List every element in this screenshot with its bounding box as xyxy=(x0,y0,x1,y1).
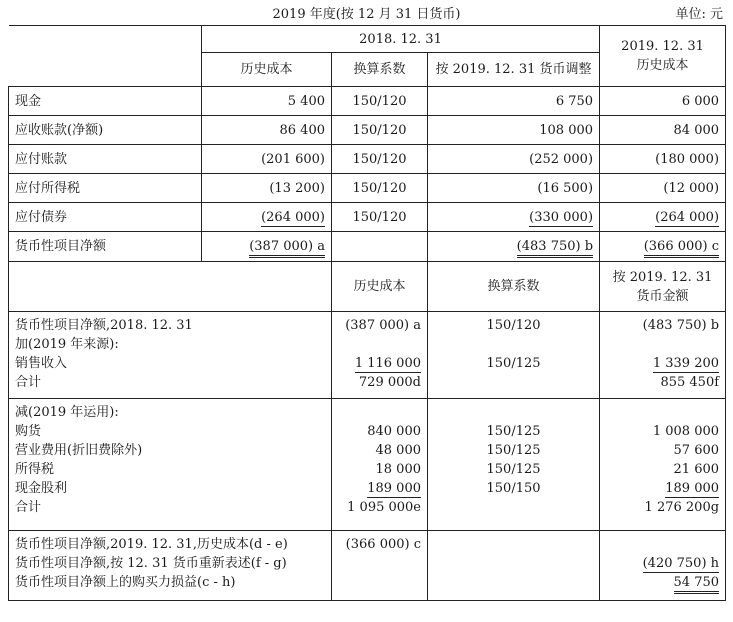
hist-value: 5 400 xyxy=(202,87,332,116)
uses-hist-1: 840 000 xyxy=(367,424,421,439)
sources-factor-3 xyxy=(434,373,593,392)
hist-value xyxy=(202,232,332,262)
summary-hist-1 xyxy=(338,554,421,573)
row-label: 货币性项目净额 xyxy=(9,232,202,262)
hist-value-text: (264 000) xyxy=(261,209,325,225)
restated-value: (252 000) xyxy=(428,145,600,174)
uses-hist-4 xyxy=(338,479,421,498)
uses-money-3: 21 600 xyxy=(673,462,720,477)
uses-factor-1: 150/125 xyxy=(486,424,541,439)
bottom-header-empty xyxy=(9,262,332,312)
col-factor-header: 换算系数 xyxy=(332,53,428,87)
summary-factor-empty xyxy=(428,531,600,601)
header-2019-line1: 2019. 12. 31 xyxy=(621,39,704,54)
summary-money-2-text: 54 750 xyxy=(674,575,720,594)
bottom-header-row xyxy=(9,262,726,312)
summary-hist-2 xyxy=(338,573,421,592)
summary-label-0: 货币性项目净额,2019. 12. 31,历史成本(d - e) xyxy=(15,537,288,552)
bottom-col-factor-header: 换算系数 xyxy=(428,262,600,312)
sources-money-2-text: 1 339 200 xyxy=(652,356,720,371)
sources-hist-3: 729 000d xyxy=(358,375,421,390)
hist-value: 86 400 xyxy=(202,116,332,145)
summary-label-1: 货币性项目净额,按 12. 31 货币重新表述(f - g) xyxy=(15,556,287,571)
uses-factor-2: 150/125 xyxy=(486,443,541,458)
y2019-value: 6 000 xyxy=(600,87,726,116)
uses-factor-5 xyxy=(434,498,593,517)
bottom-col-hist-header: 历史成本 xyxy=(332,262,428,312)
summary-money-2 xyxy=(606,573,719,592)
uses-factor xyxy=(428,399,600,531)
row-label: 应付债券 xyxy=(9,203,202,232)
sources-factor-2: 150/125 xyxy=(486,356,541,371)
summary-hist-0: (366 000) c xyxy=(345,537,421,552)
header-2019-line2: 历史成本 xyxy=(636,58,689,73)
section-sources xyxy=(9,312,726,399)
sources-factor-0: 150/120 xyxy=(486,318,541,333)
uses-hist-3: 18 000 xyxy=(375,462,421,477)
table-row xyxy=(9,116,726,145)
summary-labels xyxy=(9,531,332,601)
sources-money xyxy=(600,312,726,399)
uses-money-4 xyxy=(606,479,719,498)
sources-hist-2-text: 1 116 000 xyxy=(354,356,421,371)
table-row xyxy=(9,87,726,116)
uses-money xyxy=(600,399,726,531)
sources-money-1 xyxy=(606,335,719,354)
uses-labels xyxy=(9,399,332,531)
header-2019 xyxy=(600,26,726,87)
summary-label-2: 货币性项目净额上的购买力损益(c - h) xyxy=(15,575,236,590)
uses-hist-4-text: 189 000 xyxy=(367,481,421,496)
row-label: 应收账款(净额) xyxy=(9,116,202,145)
y2019-value xyxy=(600,203,726,232)
uses-factor-4: 150/150 xyxy=(486,481,541,496)
summary-money-1 xyxy=(606,554,719,573)
table-title: 2019 年度(按 12 月 31 日货币) xyxy=(272,7,461,22)
sources-factor-1 xyxy=(434,335,593,354)
table-caption xyxy=(0,3,733,21)
restated-total-text: (483 750) b xyxy=(517,239,593,258)
uses-label-1: 购货 xyxy=(15,424,42,439)
sources-hist-1 xyxy=(338,335,421,354)
sources-money-2 xyxy=(606,354,719,373)
row-label: 应付账款 xyxy=(9,145,202,174)
factor-value: 150/120 xyxy=(332,174,428,203)
hist-value: (13 200) xyxy=(202,174,332,203)
restated-value: (16 500) xyxy=(428,174,600,203)
sources-money-0: (483 750) b xyxy=(642,318,720,333)
restated-value: 108 000 xyxy=(428,116,600,145)
uses-money-0 xyxy=(606,403,719,422)
hist-total-text: (387 000) a xyxy=(249,239,325,258)
header-row-1 xyxy=(9,26,726,53)
table-row xyxy=(9,174,726,203)
uses-label-2: 营业费用(折旧费除外) xyxy=(15,443,143,458)
y2019-total-text: (366 000) c xyxy=(644,239,719,258)
uses-money-1: 1 008 000 xyxy=(652,424,720,439)
y2019-value-text: (264 000) xyxy=(655,209,720,225)
header-2018: 2018. 12. 31 xyxy=(202,26,600,53)
hist-value xyxy=(202,203,332,232)
uses-hist xyxy=(332,399,428,531)
summary-money xyxy=(600,531,726,601)
y2019-value: (12 000) xyxy=(600,174,726,203)
sources-hist xyxy=(332,312,428,399)
y2019-value: (180 000) xyxy=(600,145,726,174)
unit-label: 单位: 元 xyxy=(675,7,723,22)
factor-value: 150/120 xyxy=(332,87,428,116)
restated-value xyxy=(428,203,600,232)
bottom-col-money-header xyxy=(600,262,726,312)
section-uses xyxy=(9,399,726,531)
uses-label-3: 所得税 xyxy=(15,462,55,477)
sources-labels xyxy=(9,312,332,399)
uses-label-0: 减(2019 年运用): xyxy=(15,405,119,420)
uses-factor-0 xyxy=(434,403,593,422)
factor-value: 150/120 xyxy=(332,203,428,232)
summary-hist xyxy=(332,531,428,601)
uses-hist-2: 48 000 xyxy=(375,443,421,458)
uses-hist-5: 1 095 000e xyxy=(347,500,421,515)
uses-money-2: 57 600 xyxy=(673,443,720,458)
sources-label-1: 加(2019 年来源): xyxy=(15,337,119,352)
sources-factor xyxy=(428,312,600,399)
uses-label-4: 现金股利 xyxy=(15,481,68,496)
bottom-money-header-line1: 按 2019. 12. 31 xyxy=(612,269,713,285)
bottom-money-header-line2: 货币金额 xyxy=(636,288,689,304)
summary-money-1-text: (420 750) h xyxy=(642,556,720,571)
factor-value: 150/120 xyxy=(332,145,428,174)
uses-money-4-text: 189 000 xyxy=(665,481,720,496)
header-empty-cell xyxy=(9,26,202,87)
factor-value: 150/120 xyxy=(332,116,428,145)
hist-value: (201 600) xyxy=(202,145,332,174)
factor-value xyxy=(332,232,428,262)
section-summary xyxy=(9,531,726,601)
col-restated-header: 按 2019. 12. 31 货币调整 xyxy=(428,53,600,87)
restated-value xyxy=(428,232,600,262)
row-label: 现金 xyxy=(9,87,202,116)
col-hist-header: 历史成本 xyxy=(202,53,332,87)
sources-money-3: 855 450f xyxy=(660,375,720,390)
sources-hist-2 xyxy=(338,354,421,373)
row-label: 应付所得税 xyxy=(9,174,202,203)
uses-money-5: 1 276 200g xyxy=(644,500,720,515)
uses-label-5: 合计 xyxy=(15,500,42,515)
restated-value: 6 750 xyxy=(428,87,600,116)
summary-money-0 xyxy=(606,535,719,554)
table-row xyxy=(9,145,726,174)
y2019-value xyxy=(600,232,726,262)
restated-value-text: (330 000) xyxy=(529,209,594,225)
sources-label-3: 合计 xyxy=(15,375,42,390)
sources-label-2: 销售收入 xyxy=(15,356,68,371)
sources-hist-0: (387 000) a xyxy=(345,318,421,333)
sources-label-0: 货币性项目净额,2018. 12. 31 xyxy=(15,318,193,333)
table-row xyxy=(9,203,726,232)
uses-factor-3: 150/125 xyxy=(486,462,541,477)
monetary-items-table xyxy=(8,25,726,601)
table-row-total xyxy=(9,232,726,262)
uses-hist-0 xyxy=(338,403,421,422)
y2019-value: 84 000 xyxy=(600,116,726,145)
